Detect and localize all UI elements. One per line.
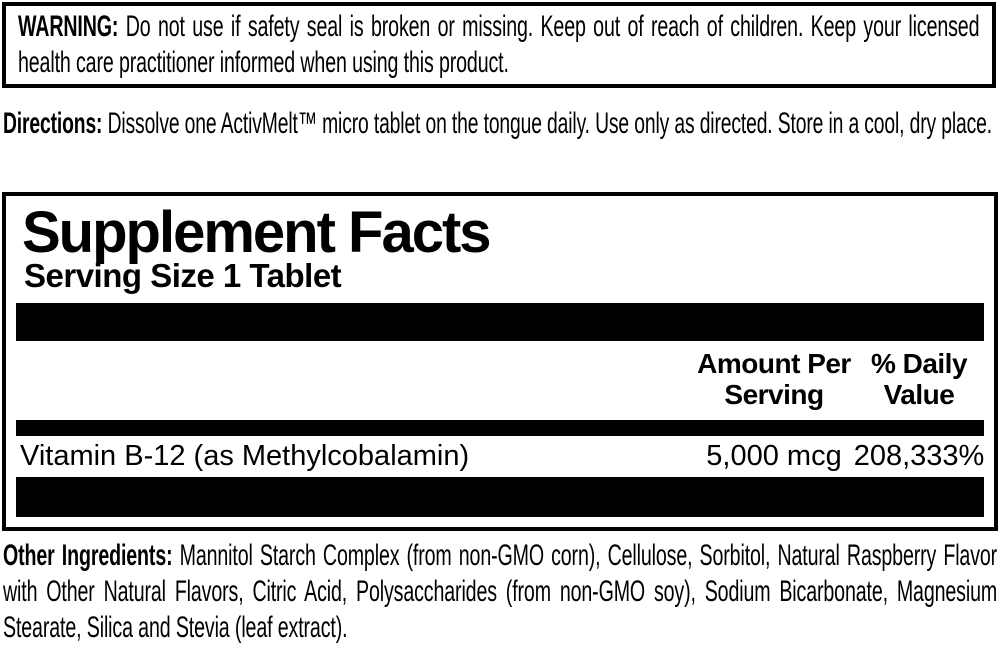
directions-section (3, 106, 997, 142)
column-header-percent-daily-value: % Daily Value (870, 348, 968, 410)
directions-label: Directions: (3, 107, 103, 140)
nutrient-daily-value: 208,333% (853, 440, 985, 472)
supplement-facts-panel (2, 192, 998, 531)
serving-size: Serving Size 1 Tablet (24, 257, 342, 294)
warning-box (2, 2, 996, 88)
warning-label: WARNING: (18, 10, 119, 43)
nutrient-amount: 5,000 mcg (706, 440, 842, 472)
panel-title: Supplement Facts (22, 200, 490, 265)
separator-bar-thick-top (16, 303, 984, 341)
separator-bar-thick-bottom (16, 477, 984, 517)
other-ingredients-section (3, 538, 997, 646)
directions-text (3, 106, 996, 142)
separator-bar-medium (16, 420, 984, 436)
other-ingredients-label: Other Ingredients: (3, 539, 173, 572)
warning-text (18, 9, 979, 81)
directions-body: Dissolve one ActivMelt™ micro tablet on the tongue daily. Use only as directed. Store in a cool, dry place. (107, 107, 992, 140)
other-ingredients-body: Mannitol Starch Complex (from non-GMO corn), Cellulose, Sorbitol, Natural Raspberry Flavor with Other Natural Flavors, Citric Acid, Polysaccharides (from non-GMO soy), Sodium Bicarbonate, Magnesium Stearate, Silica and Stevia (leaf extract). (3, 539, 998, 644)
nutrient-name: Vitamin B-12 (as Methylcobalamin) (20, 440, 470, 472)
other-ingredients-text (3, 538, 997, 646)
warning-body: Do not use if safety seal is broken or missing. Keep out of reach of children. Keep your licensed health care practitioner informed when using this product. (18, 10, 980, 79)
column-header-amount-per-serving: Amount Per Serving (697, 348, 851, 410)
